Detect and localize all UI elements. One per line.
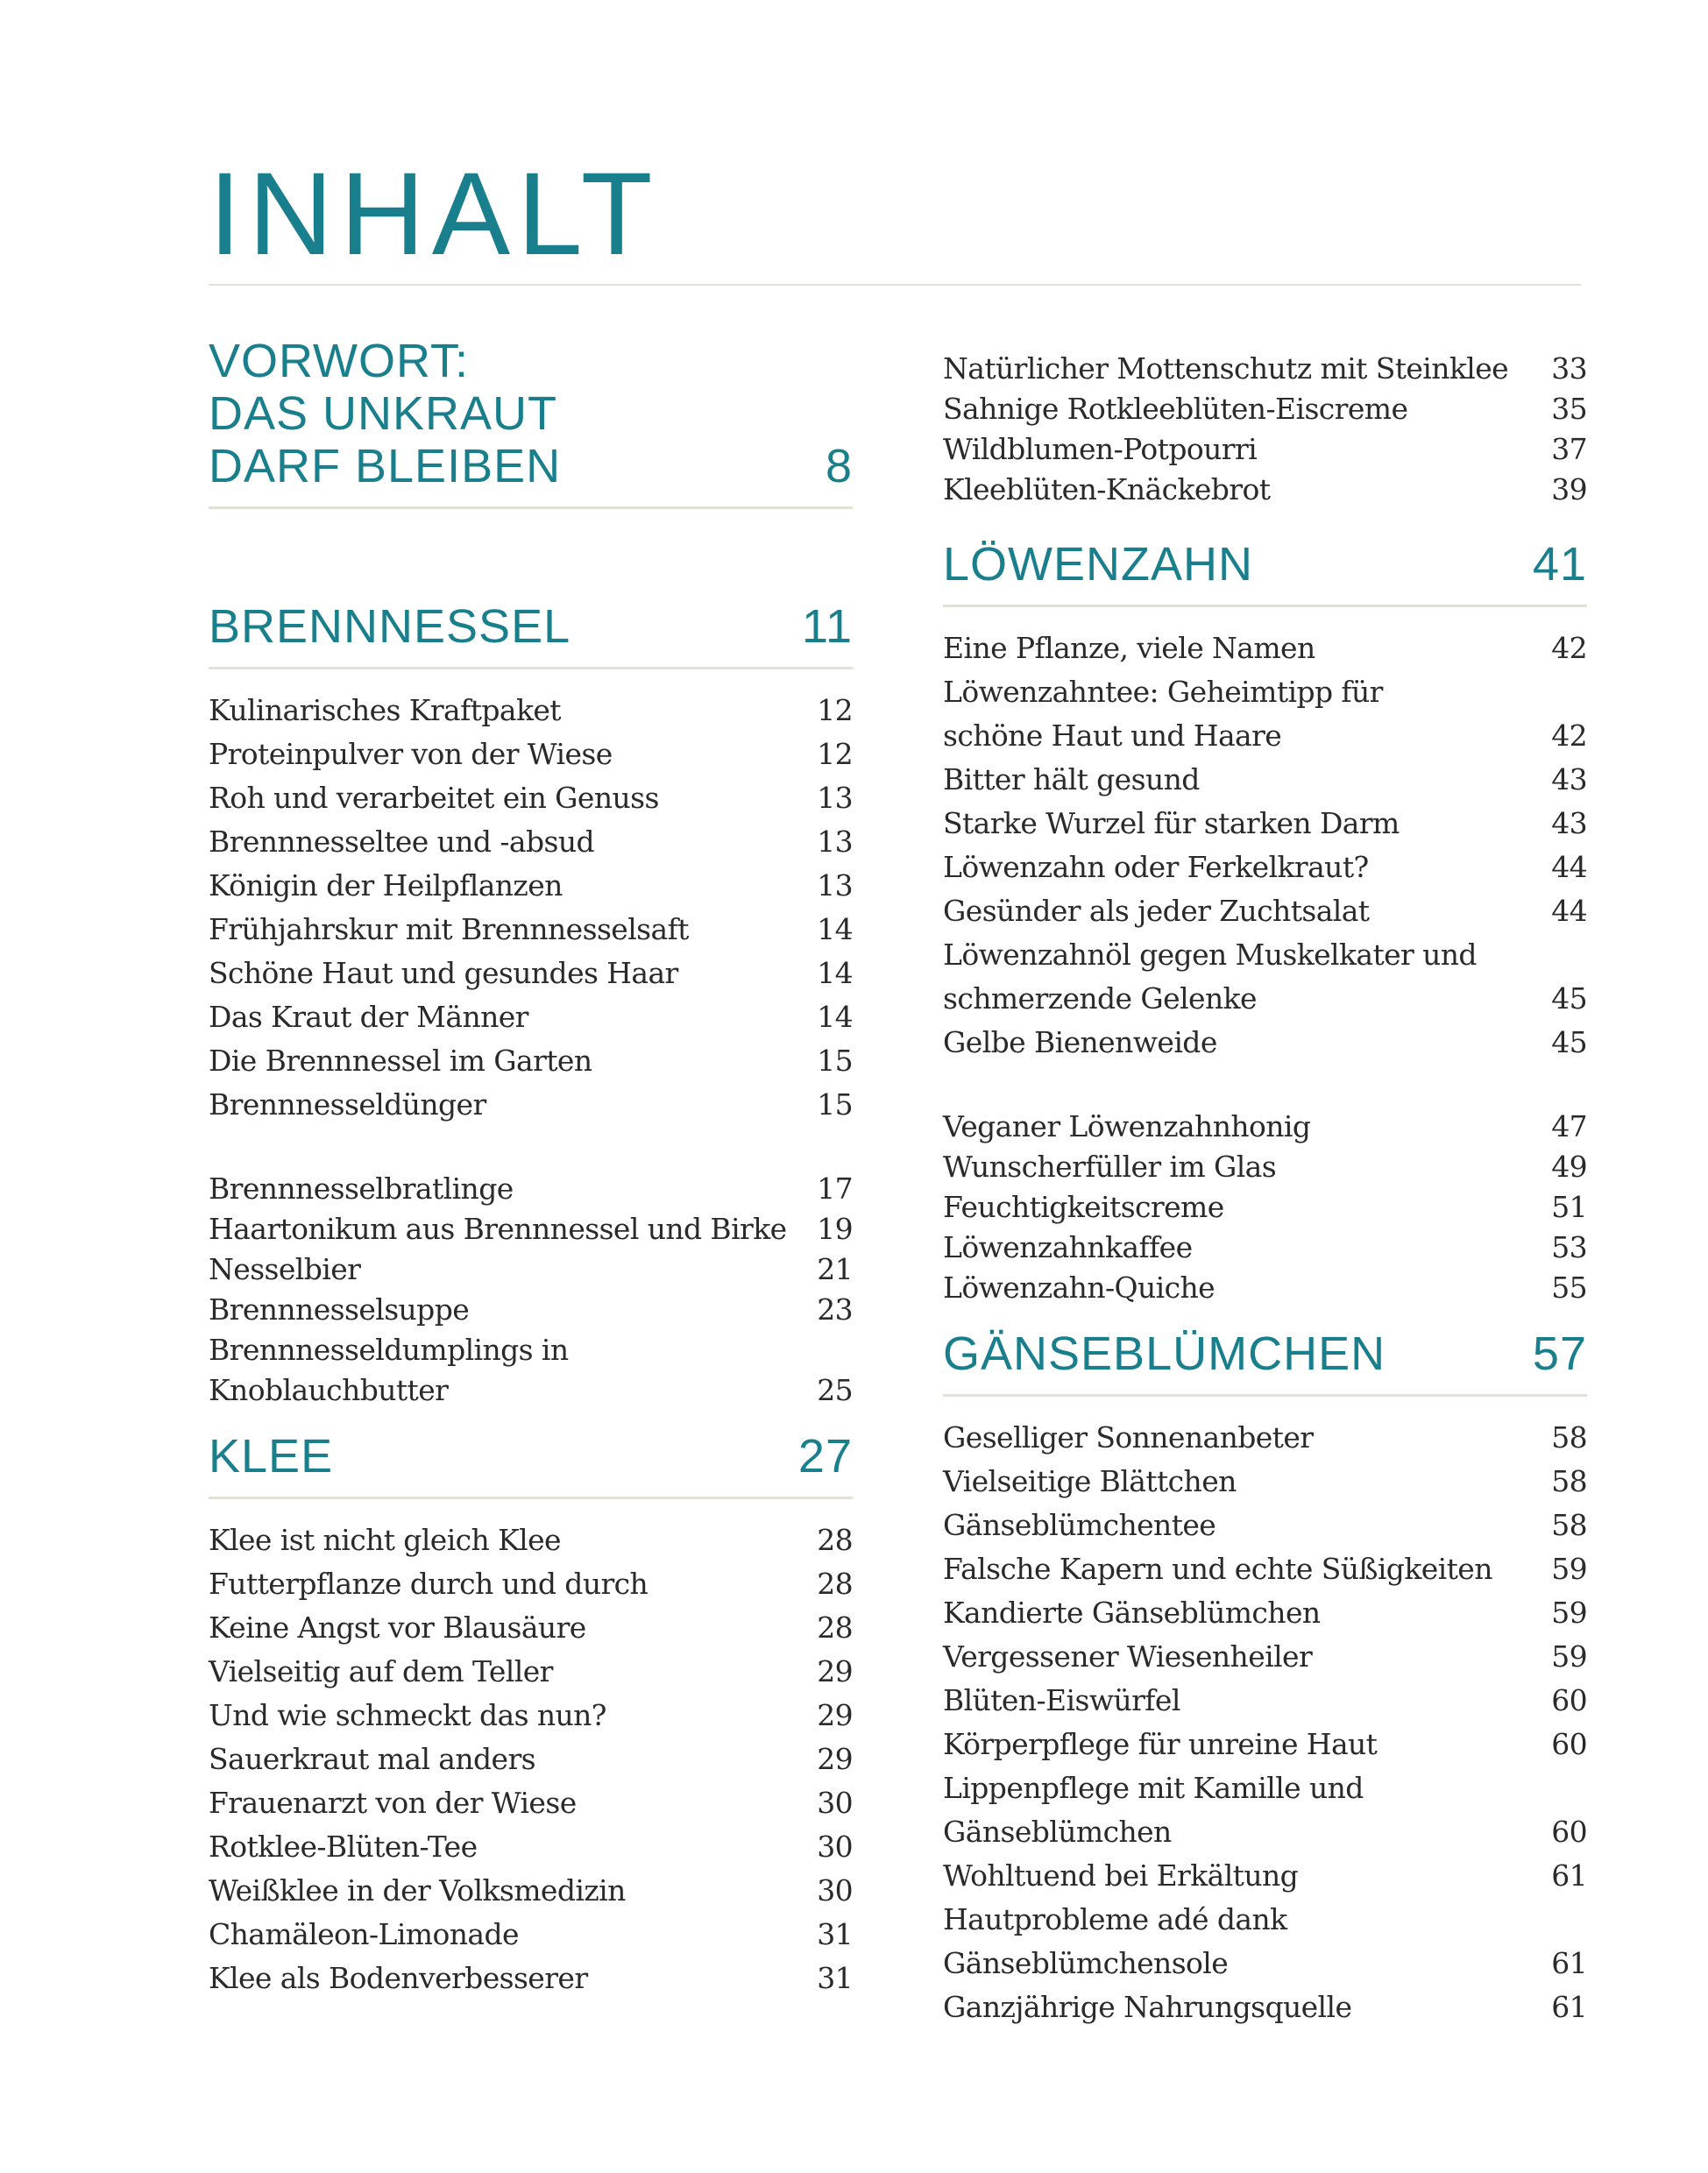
toc-entry-label: Sahnige Rotkleeblüten-Eiscreme	[943, 392, 1408, 426]
toc-entry[interactable]	[943, 1723, 1587, 1766]
toc-entry-label: Löwenzahntee: Geheimtipp für schöne Haut und Haare	[943, 675, 1383, 753]
toc-entry-page: 30	[817, 1830, 853, 1864]
toc-entry-label: Eine Pflanze, viele Namen	[943, 631, 1315, 665]
toc-entry[interactable]	[209, 952, 853, 995]
toc-entry[interactable]	[209, 1518, 853, 1562]
toc-entry-label: Falsche Kapern und echte Süßigkeiten	[943, 1552, 1492, 1586]
toc-entry-label: Blüten-Eiswürfel	[943, 1683, 1180, 1717]
toc-entry-label: Klee ist nicht gleich Klee	[209, 1523, 561, 1557]
toc-entry[interactable]	[943, 1187, 1587, 1228]
toc-entry[interactable]	[943, 1147, 1587, 1187]
toc-entry-label: Gelbe Bienenweide	[943, 1025, 1217, 1059]
toc-entry-page: 39	[1551, 472, 1587, 506]
toc-left-column	[209, 335, 853, 2000]
page-title: INHALT	[209, 149, 660, 280]
section-title: VORWORT: DAS UNKRAUT DARF BLEIBEN	[209, 335, 562, 492]
toc-entry-label: Wohltuend bei Erkältung	[943, 1858, 1299, 1893]
toc-entry-page: 35	[1551, 392, 1587, 426]
toc-entry-label: Frühjahrskur mit Brennnesselsaft	[209, 912, 689, 946]
toc-entry[interactable]	[943, 429, 1587, 470]
toc-entry-label: Vergessener Wiesenheiler	[943, 1639, 1313, 1674]
toc-entry[interactable]	[943, 1591, 1587, 1635]
toc-entry-page: 30	[817, 1786, 853, 1820]
toc-entry-page: 29	[817, 1698, 853, 1732]
toc-entry-label: Wunscherfüller im Glas	[943, 1150, 1277, 1184]
toc-entry-label: Löwenzahnkaffee	[943, 1230, 1193, 1264]
toc-entry-page: 23	[817, 1292, 853, 1327]
toc-entry-label: Brennnesseltee und -absud	[209, 825, 594, 859]
toc-entry[interactable]	[209, 1650, 853, 1694]
toc-entry[interactable]	[943, 670, 1587, 758]
toc-entry-page: 14	[817, 912, 853, 946]
toc-entry-label: Königin der Heilpflanzen	[209, 868, 563, 902]
toc-entry-label: Starke Wurzel für starken Darm	[943, 806, 1400, 840]
toc-entry-page: 12	[817, 693, 853, 727]
toc-entry-label: Löwenzahnöl gegen Muskelkater und schmerzende Gelenke	[943, 938, 1477, 1016]
toc-entry-label: Brennnesseldumplings in Knoblauchbutter	[209, 1333, 569, 1407]
toc-entry-page: 60	[1551, 1727, 1587, 1761]
toc-entry[interactable]	[943, 1268, 1587, 1308]
toc-entry-label: Gesünder als jeder Zuchtsalat	[943, 894, 1370, 928]
toc-entry-page: 28	[817, 1610, 853, 1645]
toc-entry[interactable]	[209, 1957, 853, 2000]
toc-entry[interactable]	[209, 733, 853, 776]
toc-entry[interactable]	[943, 1679, 1587, 1723]
toc-entry[interactable]	[943, 1504, 1587, 1547]
toc-entry-page: 13	[817, 781, 853, 815]
toc-entry-label: Körperpflege für unreine Haut	[943, 1727, 1378, 1761]
toc-entry-page: 59	[1551, 1596, 1587, 1630]
toc-entry-page: 43	[1551, 762, 1587, 796]
toc-entry[interactable]	[943, 1766, 1587, 1854]
toc-entry-page: 31	[817, 1917, 853, 1951]
toc-entry-label: Löwenzahn oder Ferkelkraut?	[943, 850, 1369, 884]
toc-entry-label: Hautprobleme adé dank Gänseblümchensole	[943, 1902, 1287, 1980]
toc-entry[interactable]	[943, 889, 1587, 933]
toc-entry-page: 19	[817, 1212, 853, 1246]
toc-entry-label: Kulinarisches Kraftpaket	[209, 693, 561, 727]
toc-entry-label: Wildblumen-Potpourri	[943, 432, 1258, 466]
section-page: 41	[1532, 538, 1587, 591]
loewenzahn-topics	[943, 626, 1587, 1065]
toc-entry-page: 42	[1551, 631, 1587, 665]
toc-entry[interactable]	[943, 1854, 1587, 1898]
toc-entry-page: 58	[1551, 1464, 1587, 1498]
toc-entry-page: 51	[1551, 1190, 1587, 1224]
toc-entry-label: Brennnesselsuppe	[209, 1292, 470, 1327]
toc-entry-page: 33	[1551, 351, 1587, 386]
toc-entry[interactable]	[209, 1606, 853, 1650]
toc-entry-page: 15	[817, 1044, 853, 1078]
section-page: 11	[801, 600, 853, 653]
toc-entry[interactable]	[209, 864, 853, 908]
toc-entry[interactable]	[943, 1416, 1587, 1460]
toc-entry-label: Geselliger Sonnenanbeter	[943, 1420, 1314, 1455]
toc-entry-page: 30	[817, 1873, 853, 1908]
toc-entry[interactable]	[943, 933, 1587, 1021]
toc-entry-page: 44	[1551, 894, 1587, 928]
toc-entry[interactable]	[943, 626, 1587, 670]
toc-entry-page: 58	[1551, 1508, 1587, 1542]
section-heading-klee[interactable]	[209, 1430, 853, 1499]
toc-entry-page: 44	[1551, 850, 1587, 884]
toc-entry-label: Weißklee in der Volksmedizin	[209, 1873, 626, 1908]
section-page: 8	[825, 440, 853, 492]
toc-entry-page: 55	[1551, 1271, 1587, 1305]
toc-entry-label: Brennnesseldünger	[209, 1087, 486, 1122]
toc-entry[interactable]	[943, 758, 1587, 802]
toc-entry-page: 13	[817, 868, 853, 902]
toc-entry-page: 29	[817, 1742, 853, 1776]
toc-entry-page: 37	[1551, 432, 1587, 466]
toc-entry-label: Sauerkraut mal anders	[209, 1742, 535, 1776]
toc-entry[interactable]	[943, 1898, 1587, 1985]
toc-entry-label: Roh und verarbeitet ein Genuss	[209, 781, 659, 815]
toc-entry-label: Die Brennnessel im Garten	[209, 1044, 592, 1078]
toc-entry[interactable]	[209, 1694, 853, 1738]
toc-entry[interactable]	[943, 1107, 1587, 1147]
toc-entry-label: Kandierte Gänseblümchen	[943, 1596, 1321, 1630]
section-title: BRENNNESSEL	[209, 600, 571, 653]
section-heading-vorwort[interactable]	[209, 335, 853, 509]
toc-entry-label: Löwenzahn-Quiche	[943, 1271, 1215, 1305]
klee-recipes	[943, 349, 1587, 510]
toc-entry-page: 45	[1551, 1025, 1587, 1059]
toc-entry[interactable]	[209, 1290, 853, 1330]
toc-entry-label: Veganer Löwenzahnhonig	[943, 1109, 1311, 1143]
toc-entry-label: Das Kraut der Männer	[209, 1000, 528, 1034]
section-heading-gaenseblumchen[interactable]	[943, 1327, 1587, 1397]
toc-entry[interactable]	[209, 1781, 853, 1825]
toc-entry[interactable]	[209, 995, 853, 1039]
toc-entry[interactable]	[209, 1825, 853, 1869]
toc-entry-page: 42	[1551, 718, 1587, 753]
section-title: KLEE	[209, 1430, 334, 1483]
toc-entry[interactable]	[943, 1021, 1587, 1065]
toc-entry[interactable]	[943, 846, 1587, 889]
toc-entry[interactable]	[943, 1547, 1587, 1591]
toc-entry-label: Futterpflanze durch und durch	[209, 1567, 648, 1601]
section-page: 57	[1532, 1327, 1587, 1380]
toc-entry-page: 45	[1551, 981, 1587, 1016]
toc-entry[interactable]	[943, 1985, 1587, 2029]
toc-right-column	[943, 349, 1587, 2029]
brennnessel-recipes	[209, 1169, 853, 1411]
toc-entry[interactable]	[209, 1083, 853, 1127]
section-heading-loewenzahn[interactable]	[943, 538, 1587, 607]
toc-entry-label: Haartonikum aus Brennnessel und Birke	[209, 1212, 787, 1246]
toc-entry[interactable]	[209, 1169, 853, 1209]
toc-entry-label: Kleeblüten-Knäckebrot	[943, 472, 1271, 506]
toc-entry-page: 25	[817, 1373, 853, 1407]
toc-entry-label: Frauenarzt von der Wiese	[209, 1786, 577, 1820]
toc-entry-label: Und wie schmeckt das nun?	[209, 1698, 606, 1732]
toc-entry-page: 14	[817, 956, 853, 990]
toc-entry[interactable]	[943, 470, 1587, 510]
toc-entry-page: 28	[817, 1567, 853, 1601]
toc-entry-label: Nesselbier	[209, 1252, 361, 1286]
toc-entry-page: 28	[817, 1523, 853, 1557]
toc-entry-page: 60	[1551, 1815, 1587, 1849]
toc-entry-page: 31	[817, 1961, 853, 1995]
gaenseblumchen-topics	[943, 1416, 1587, 2029]
klee-topics	[209, 1518, 853, 2000]
toc-entry-label: Bitter hält gesund	[943, 762, 1200, 796]
toc-entry-label: Proteinpulver von der Wiese	[209, 737, 613, 771]
toc-entry[interactable]	[943, 389, 1587, 429]
toc-entry-label: Gänseblümchentee	[943, 1508, 1216, 1542]
brennnessel-topics	[209, 689, 853, 1127]
toc-entry[interactable]	[209, 820, 853, 864]
toc-entry-page: 12	[817, 737, 853, 771]
toc-entry[interactable]	[209, 1738, 853, 1781]
toc-entry-page: 47	[1551, 1109, 1587, 1143]
toc-entry[interactable]	[209, 1249, 853, 1290]
loewenzahn-recipes	[943, 1107, 1587, 1308]
toc-entry[interactable]	[943, 1635, 1587, 1679]
toc-entry[interactable]	[209, 1562, 853, 1606]
toc-entry-label: Feuchtigkeitscreme	[943, 1190, 1224, 1224]
toc-entry[interactable]	[209, 1039, 853, 1083]
toc-entry[interactable]	[943, 1460, 1587, 1504]
toc-entry-label: Lippenpflege mit Kamille und Gänseblümchen	[943, 1771, 1364, 1849]
toc-entry-page: 13	[817, 825, 853, 859]
toc-entry-page: 17	[817, 1171, 853, 1206]
toc-entry[interactable]	[209, 1209, 853, 1249]
toc-entry[interactable]	[209, 1913, 853, 1957]
toc-entry[interactable]	[209, 1869, 853, 1913]
toc-entry-page: 60	[1551, 1683, 1587, 1717]
toc-entry-label: Klee als Bodenverbesserer	[209, 1961, 588, 1995]
section-page: 27	[797, 1430, 853, 1483]
toc-entry[interactable]	[209, 908, 853, 952]
toc-entry-label: Schöne Haut und gesundes Haar	[209, 956, 678, 990]
toc-entry-page: 21	[817, 1252, 853, 1286]
section-title: GÄNSEBLÜMCHEN	[943, 1327, 1386, 1380]
section-title: LÖWENZAHN	[943, 538, 1254, 591]
toc-entry-page: 15	[817, 1087, 853, 1122]
toc-entry-page: 59	[1551, 1639, 1587, 1674]
toc-entry[interactable]	[943, 802, 1587, 846]
toc-entry-page: 29	[817, 1654, 853, 1688]
title-divider	[209, 284, 1581, 286]
toc-entry[interactable]	[209, 776, 853, 820]
toc-entry-page: 43	[1551, 806, 1587, 840]
toc-entry-label: Keine Angst vor Blausäure	[209, 1610, 586, 1645]
toc-entry-label: Brennnesselbratlinge	[209, 1171, 514, 1206]
toc-entry-label: Vielseitige Blättchen	[943, 1464, 1237, 1498]
toc-entry-page: 61	[1551, 1990, 1587, 2024]
toc-entry-page: 59	[1551, 1552, 1587, 1586]
section-heading-brennnessel[interactable]	[209, 600, 853, 669]
toc-entry-label: Ganzjährige Nahrungsquelle	[943, 1990, 1352, 2024]
toc-entry-page: 49	[1551, 1150, 1587, 1184]
toc-entry[interactable]	[943, 1228, 1587, 1268]
toc-entry-page: 53	[1551, 1230, 1587, 1264]
toc-entry[interactable]	[209, 689, 853, 733]
toc-entry-page: 61	[1551, 1858, 1587, 1893]
toc-entry-page: 61	[1551, 1946, 1587, 1980]
toc-entry[interactable]	[209, 1330, 853, 1411]
toc-entry[interactable]	[943, 349, 1587, 389]
toc-entry-page: 14	[817, 1000, 853, 1034]
toc-entry-label: Chamäleon-Limonade	[209, 1917, 519, 1951]
toc-entry-label: Natürlicher Mottenschutz mit Steinklee	[943, 351, 1509, 386]
toc-entry-page: 58	[1551, 1420, 1587, 1455]
toc-entry-label: Rotklee-Blüten-Tee	[209, 1830, 478, 1864]
toc-entry-label: Vielseitig auf dem Teller	[209, 1654, 553, 1688]
